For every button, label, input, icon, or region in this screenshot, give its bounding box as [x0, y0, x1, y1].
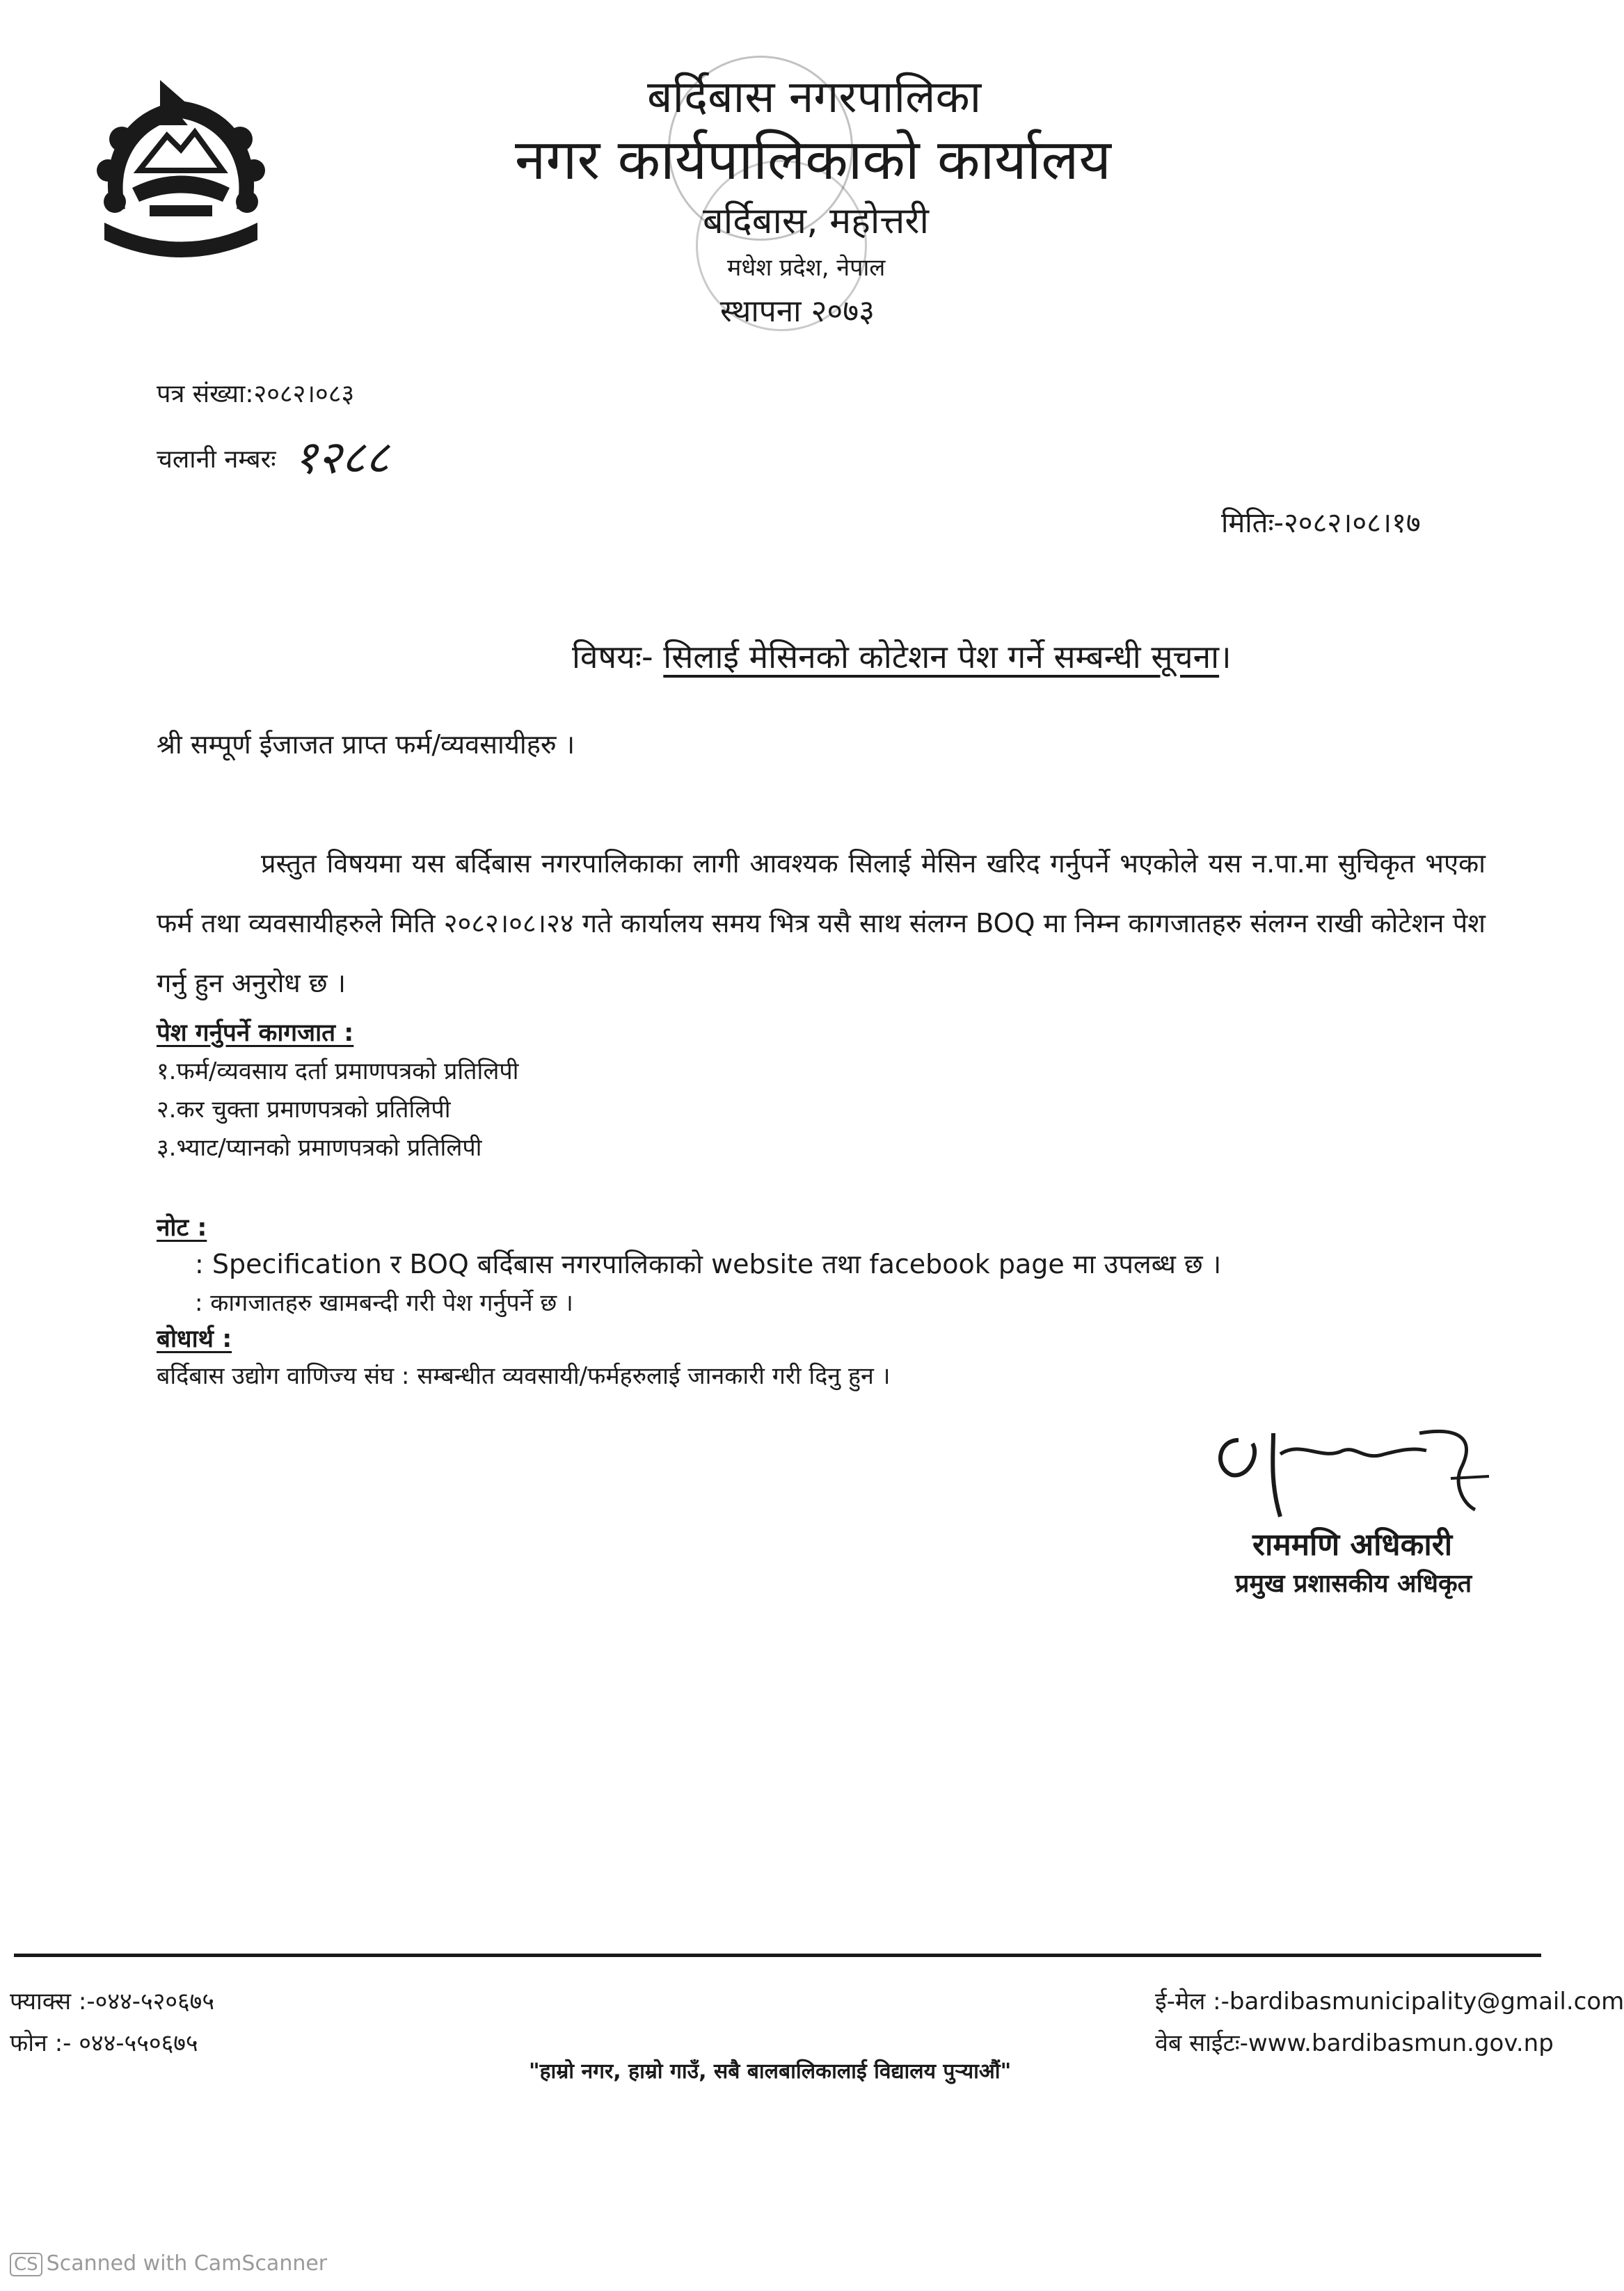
- document-item: २.कर चुक्ता प्रमाणपत्रको प्रतिलिपी: [157, 1096, 451, 1124]
- footer-divider: [14, 1954, 1541, 1957]
- office-name: नगर कार्यपालिकाको कार्यालय: [515, 127, 1111, 192]
- cc-text: बर्दिबास उद्योग वाणिज्य संघ : सम्बन्धीत व्यवसायी/फर्महरुलाई जानकारी गरी दिनु हुन ।: [157, 1362, 891, 1390]
- footer-phone: फोन :- ०४४-५५०६७५: [10, 2029, 198, 2057]
- footer-slogan: "हाम्रो नगर, हाम्रो गाउँ, सबै बालबालिकालाई विद्यालय पुऱ्याऔं": [529, 2059, 1012, 2084]
- municipality-name: बर्दिबास नगरपालिका: [647, 72, 982, 123]
- dispatch-number-label: चलानी नम्बरः: [157, 445, 276, 474]
- nepal-emblem: [83, 73, 278, 268]
- letter-date: मितिः-२०८२।०८।१७: [1221, 507, 1421, 539]
- office-location: बर्दिबास, महोत्तरी: [703, 200, 929, 242]
- document-item: १.फर्म/व्यवसाय दर्ता प्रमाणपत्रको प्रतिलिपी: [157, 1057, 519, 1085]
- dispatch-number-value: १२८८: [294, 431, 390, 484]
- watermark-text: Scanned with CamScanner: [46, 2251, 328, 2276]
- subject-end: ।: [1219, 638, 1232, 676]
- note-item: : कागजातहरु खामबन्दी गरी पेश गर्नुपर्ने छ ।: [195, 1289, 573, 1317]
- documents-title: पेश गर्नुपर्ने कागजात :: [157, 1019, 354, 1047]
- body-paragraph: प्रस्तुत विषयमा यस बर्दिबास नगरपालिकाका लागी आवश्यक सिलाई मेसिन खरिद गर्नुपर्ने भएकोले यस न.पा.मा सुचिकृत भएका फर्म तथा व्यवसायीहरुले मिति २०८२।०८।२४ गते कार्यालय समय भित्र यसै साथ संलग्न BOQ मा निम्न कागजातहरु संलग्न राखी कोटेशन पेश गर्नु हुन अनुरोध छ ।: [157, 848, 1486, 998]
- footer-fax: फ्याक्स :-०४४-५२०६७५: [10, 1988, 215, 2015]
- signatory-name: राममणि अधिकारी: [1252, 1527, 1453, 1563]
- note-item: : Specification र BOQ बर्दिबास नगरपालिकाको website तथा facebook page मा उपलब्ध छ ।: [195, 1249, 1222, 1279]
- established-year: स्थापना २०७३: [720, 294, 875, 329]
- office-province: मधेश प्रदेश, नेपाल: [727, 254, 886, 282]
- scanner-watermark: [10, 2251, 327, 2276]
- footer-email: ई-मेल :-bardibasmunicipality@gmail.com: [1155, 1988, 1624, 2015]
- dispatch-number-row: [157, 424, 389, 487]
- signatory-title: प्रमुख प्रशासकीय अधिकृत: [1235, 1570, 1472, 1598]
- letter-number: पत्र संख्या:२०८२।०८३: [157, 380, 355, 408]
- document-item: ३.भ्याट/प्यानको प्रमाणपत्रको प्रतिलिपी: [157, 1134, 482, 1162]
- footer-website: वेब साईटः-www.bardibasmun.gov.np: [1155, 2029, 1554, 2057]
- signature: [1211, 1412, 1517, 1524]
- subject-line: [572, 634, 1232, 678]
- addressee: श्री सम्पूर्ण ईजाजत प्राप्त फर्म/व्यवसायीहरु ।: [157, 729, 575, 760]
- subject-text: सिलाई मेसिनको कोटेशन पेश गर्ने सम्बन्धी सूचना: [663, 638, 1220, 676]
- note-title: नोट :: [157, 1214, 207, 1242]
- subject-prefix: विषयः-: [572, 638, 653, 676]
- cc-title: बोधार्थ :: [157, 1325, 232, 1353]
- camscanner-logo-icon: CS: [10, 2253, 42, 2276]
